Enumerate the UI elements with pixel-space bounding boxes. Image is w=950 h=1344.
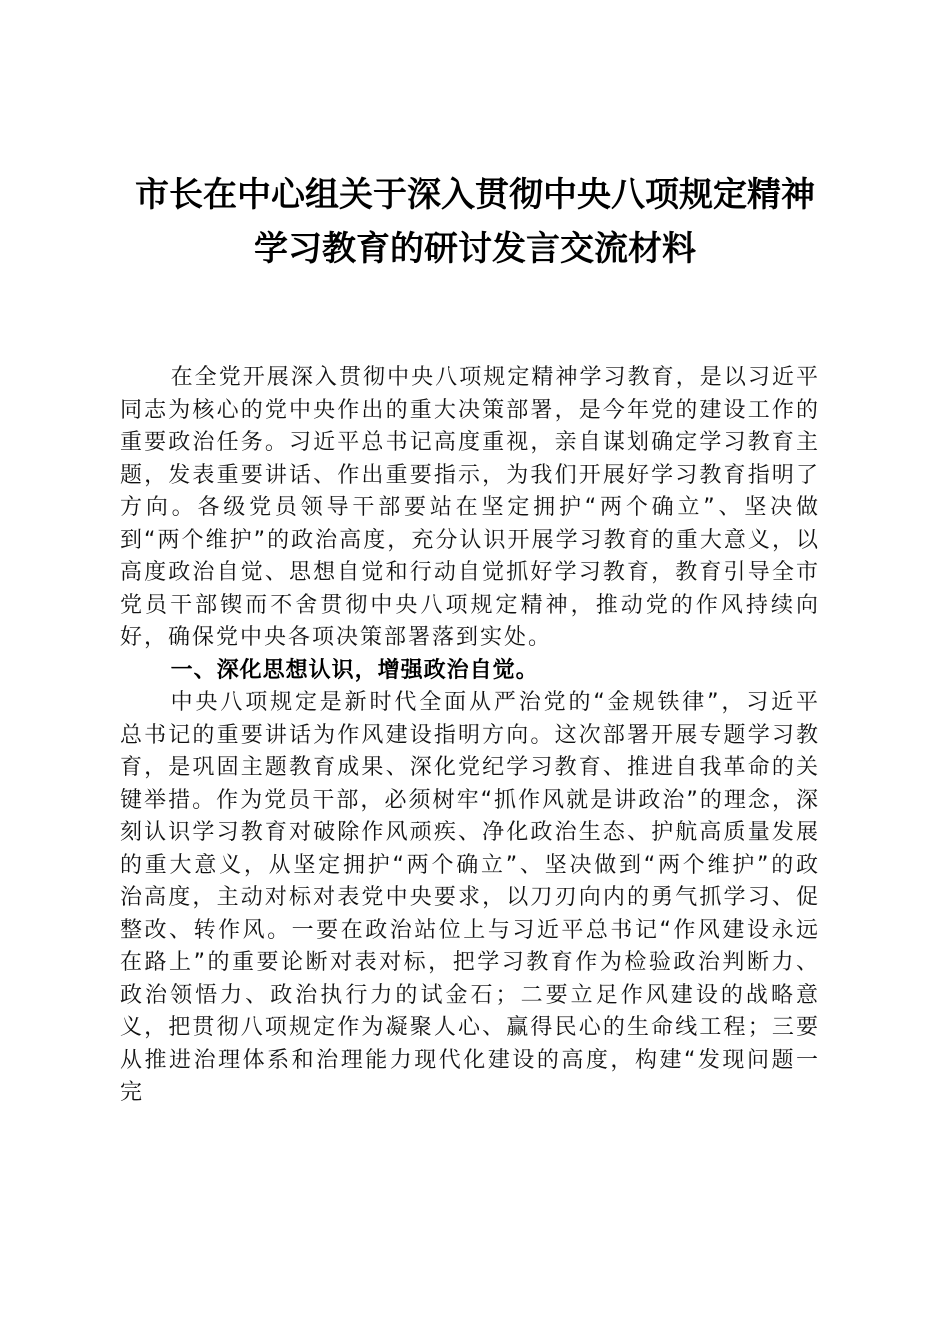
title-line-2: 学习教育的研讨发言交流材料 bbox=[254, 229, 696, 269]
section-1-paragraph: 中央八项规定是新时代全面从严治党的“金规铁律”，习近平总书记的重要讲话为作风建设指明方向。这次部署开展专题学习教育，是巩固主题教育成果、深化党纪学习教育、推进自我革命的关键举措。作为党员干部，必须树牢“抓作风就是讲政治”的理念，深刻认识学习教育对破除作风顽疾、净化政治生态、护航高质量发展的重大意义，从坚定拥护“两个确立”、坚决做到“两个维护”的政治高度，主动对标对表党中央要求，以刀刃向内的勇气抓学习、促整改、转作风。一要在政治站位上与习近平总书记“作风建设永远在路上”的重要论断对表对标，把学习教育作为检验政治判断力、政治领悟力、政治执行力的试金石；二要立足作风建设的战略意义，把贯彻八项规定作为凝聚人心、赢得民心的生命线工程；三要从推进治理体系和治理能力现代化建设的高度，构建“发现问题一完 bbox=[120, 690, 820, 1105]
section-heading-1: 一、深化思想认识，增强政治自觉。 bbox=[170, 657, 539, 683]
document-body bbox=[120, 362, 820, 1110]
document-title bbox=[110, 168, 840, 276]
title-line-1: 市长在中心组关于深入贯彻中央八项规定精神 bbox=[135, 175, 815, 215]
intro-paragraph: 在全党开展深入贯彻中央八项规定精神学习教育，是以习近平同志为核心的党中央作出的重大决策部署，是今年党的建设工作的重要政治任务。习近平总书记高度重视，亲自谋划确定学习教育主题，发表重要讲话、作出重要指示，为我们开展好学习教育指明了方向。各级党员领导干部要站在坚定拥护“两个确立”、坚决做到“两个维护”的政治高度，充分认识开展学习教育的重大意义，以高度政治自觉、思想自觉和行动自觉抓好学习教育，教育引导全市党员干部锲而不舍贯彻中央八项规定精神，推动党的作风持续向好，确保党中央各项决策部署落到实处。 bbox=[120, 365, 820, 650]
